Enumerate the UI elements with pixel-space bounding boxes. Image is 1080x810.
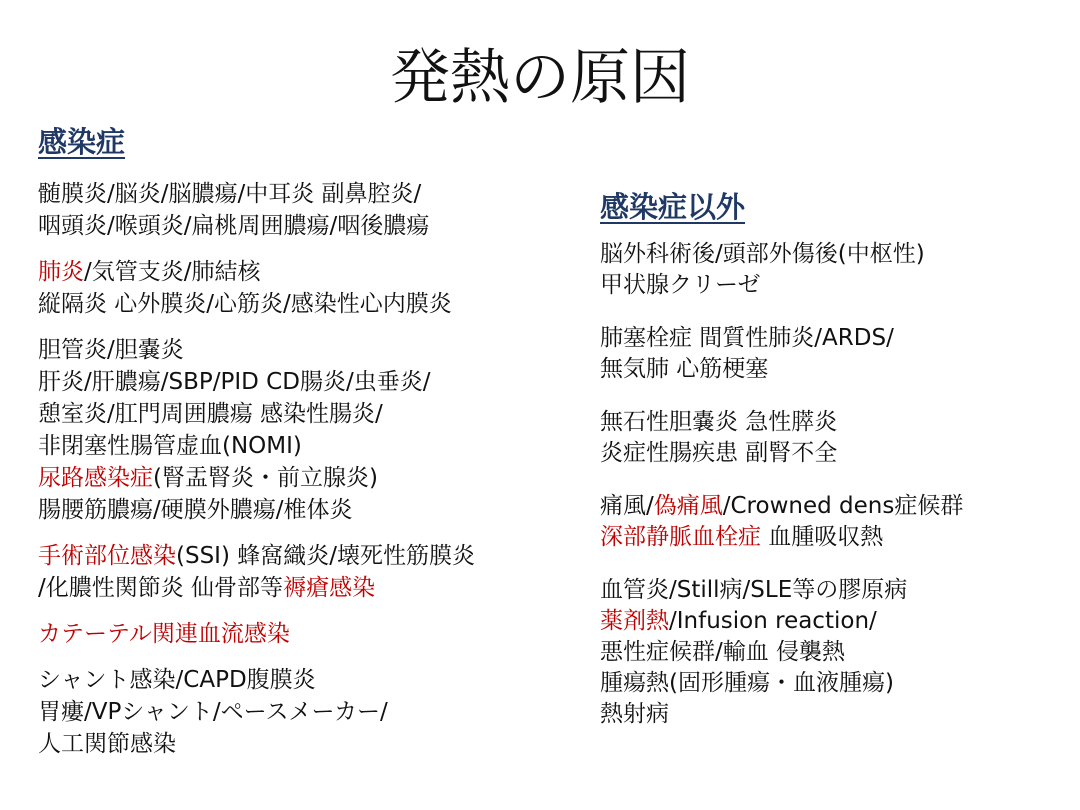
list-line [600, 270, 1070, 301]
list-line [600, 522, 1070, 553]
line-text: 縦隔炎 心外膜炎/心筋炎/感染性心内膜炎 [38, 291, 452, 317]
highlighted-term: 深部静脈血栓症 [600, 524, 761, 550]
line-text: 髄膜炎/脳炎/脳膿瘍/中耳炎 副鼻腔炎/ [38, 181, 422, 207]
list-line [600, 575, 1070, 606]
list-line [38, 618, 578, 650]
list-line [600, 323, 1070, 354]
list-line [600, 606, 1070, 637]
line-text: /気管支炎/肺結核 [84, 259, 261, 285]
list-line [38, 366, 578, 398]
line-text: 咽頭炎/喉頭炎/扁桃周囲膿瘍/咽後膿瘍 [38, 213, 430, 239]
right-group-3 [600, 407, 1070, 469]
highlighted-term: 薬剤熱 [600, 608, 669, 634]
line-text: 腸腰筋膿瘍/硬膜外膿瘍/椎体炎 [38, 497, 353, 523]
line-text: 脳外科術後/頭部外傷後(中枢性) [600, 241, 925, 267]
list-line [38, 178, 578, 210]
highlighted-term: 褥瘡感染 [283, 575, 376, 601]
list-line [38, 728, 578, 760]
line-text: 無気肺 心筋梗塞 [600, 356, 769, 382]
line-text: 人工関節感染 [38, 731, 176, 757]
line-text: 熱射病 [600, 701, 669, 727]
line-text: 胆管炎/胆嚢炎 [38, 337, 184, 363]
line-text: 痛風/ [600, 493, 654, 519]
highlighted-term: 尿路感染症 [38, 465, 153, 491]
non-infectious-groups [600, 239, 1070, 730]
line-text: /化膿性関節炎 仙骨部等 [38, 575, 284, 601]
line-text: 肺塞栓症 間質性肺炎/ARDS/ [600, 325, 894, 351]
right-group-4 [600, 491, 1070, 553]
line-text: 非閉塞性腸管虚血(NOMI) [38, 433, 302, 459]
highlighted-term: 手術部位感染 [38, 543, 176, 569]
list-line [600, 407, 1070, 438]
line-text: 炎症性腸疾患 副腎不全 [600, 440, 838, 466]
left-group-6 [38, 664, 578, 760]
line-text: 胃瘻/VPシャント/ペースメーカー/ [38, 699, 388, 725]
list-line [38, 664, 578, 696]
line-text: 無石性胆嚢炎 急性膵炎 [600, 409, 838, 435]
list-line [38, 288, 578, 320]
left-group-4 [38, 540, 578, 604]
list-line [600, 354, 1070, 385]
line-text: 血腫吸収熱 [761, 524, 884, 550]
line-text: 甲状腺クリーゼ [600, 272, 761, 298]
right-group-5 [600, 575, 1070, 730]
list-line [38, 696, 578, 728]
left-group-3 [38, 334, 578, 526]
highlighted-term: カテーテル関連血流感染 [38, 621, 290, 647]
list-line [38, 572, 578, 604]
list-line [38, 210, 578, 242]
line-text: 肝炎/肝膿瘍/SBP/PID CD腸炎/虫垂炎/ [38, 369, 431, 395]
highlighted-term: 肺炎 [38, 259, 84, 285]
line-text: 憩室炎/肛門周囲膿瘍 感染性腸炎/ [38, 401, 383, 427]
list-line [600, 491, 1070, 522]
right-group-1 [600, 239, 1070, 301]
non-infectious-column [600, 187, 1070, 752]
non-infectious-heading: 感染症以外 [600, 190, 746, 224]
left-group-5 [38, 618, 578, 650]
left-group-1 [38, 178, 578, 242]
list-line [600, 668, 1070, 699]
line-text: /Crowned dens症候群 [722, 493, 964, 519]
line-text: 血管炎/Still病/SLE等の膠原病 [600, 577, 908, 603]
list-line [600, 438, 1070, 469]
right-group-2 [600, 323, 1070, 385]
line-text: シャント感染/CAPD腹膜炎 [38, 667, 316, 693]
list-line [600, 637, 1070, 668]
line-text: 悪性症候群/輸血 侵襲熱 [600, 639, 846, 665]
infectious-groups [38, 178, 578, 760]
list-line [38, 398, 578, 430]
left-group-2 [38, 256, 578, 320]
list-line [38, 540, 578, 572]
line-text: (腎盂腎炎・前立腺炎) [153, 465, 378, 491]
list-line [38, 430, 578, 462]
list-line [38, 256, 578, 288]
list-line [38, 494, 578, 526]
slide-title: 発熱の原因 [390, 43, 690, 113]
list-line [600, 239, 1070, 270]
infectious-heading: 感染症 [38, 125, 126, 159]
list-line [38, 334, 578, 366]
infectious-column [38, 122, 578, 774]
line-text: (SSI) 蜂窩織炎/壊死性筋膜炎 [176, 543, 475, 569]
line-text: /Infusion reaction/ [669, 608, 877, 634]
line-text: 腫瘍熱(固形腫瘍・血液腫瘍) [600, 670, 894, 696]
list-line [38, 462, 578, 494]
highlighted-term: 偽痛風 [653, 493, 723, 519]
list-line [600, 699, 1070, 730]
